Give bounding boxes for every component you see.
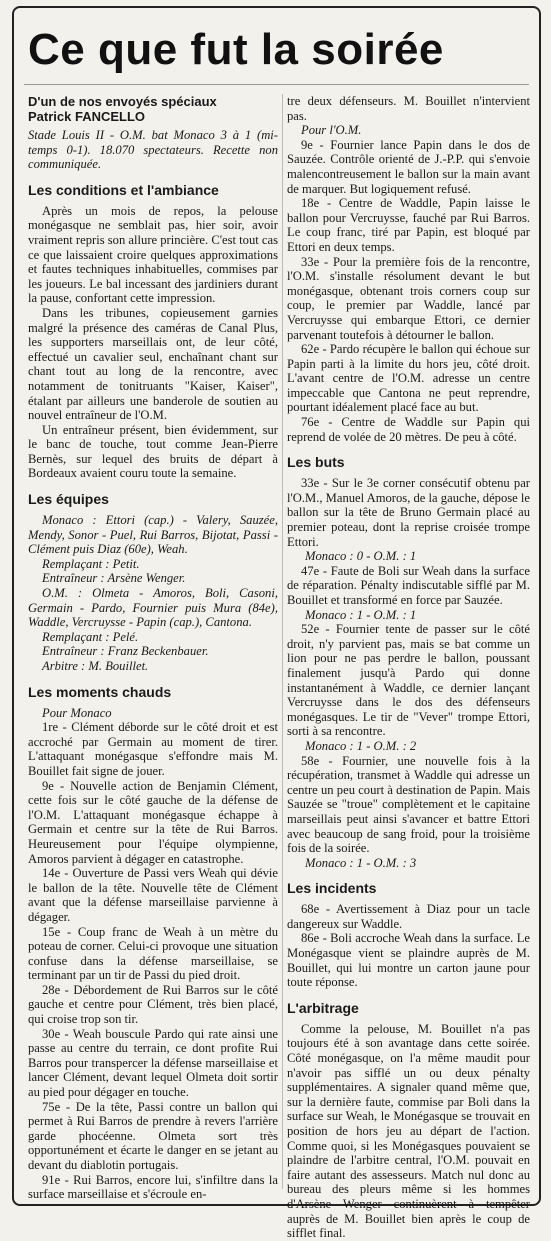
moment-continuation: tre deux défenseurs. M. Bouillet n'intervient pas. (287, 94, 530, 123)
incident-item: 86e - Boli accroche Weah dans la surface. Le Monégasque vient se plaindre auprès de M. Bouillet, qui lui montre un carton jaune pour toute réponse. (287, 931, 530, 990)
incident-item: 68e - Avertissement à Diaz pour un tacle dangereux sur Waddle. (287, 902, 530, 931)
moment-item: 62e - Pardo récupère le ballon qui échoue sur Papin parti à la limite du hors jeu, côté droit. L'avant centre de l'O.M. adresse un centre impeccable que Cantona ne peut reprendre, pourtant idéalement placé face au but. (287, 342, 530, 415)
score-line: Monaco : 0 - O.M. : 1 (305, 549, 417, 564)
lineup-monaco-coach: Entraîneur : Arsène Wenger. (42, 571, 186, 586)
section-heading-ambiance: Les conditions et l'ambiance (28, 181, 219, 198)
ambiance-paragraph-3: Un entraîneur présent, bien évidemment, sur le banc de touche, tout comme Jean-Pierre Bernès, sur lequel des bruits de départ à Bordeaux avaient couru toute la semaine. (28, 422, 278, 481)
section-heading-moments: Les moments chauds (28, 683, 172, 700)
moment-item: 76e - Centre de Waddle sur Papin qui reprend de volée de 20 mètres. De peu à côté. (287, 415, 530, 444)
goal-description: 58e - Fournier, une nouvelle fois à la récupération, transmet à Waddle qui adresse un centre un peu court à destination de Papin. Mais Sauzée se "troue" complètement et le capitaine marseillais peut ainsi s'avancer et battre Ettori avec beaucoup de sang froid, pour la troisième fois de la soirée. (287, 753, 530, 856)
lineup-monaco-substitute: Remplaçant : Petit. (42, 556, 140, 571)
lead-paragraph: Stade Louis II - O.M. bat Monaco 3 à 1 (mi-temps 0-1). 18.070 spectateurs. Recette non communiquée. (28, 128, 278, 172)
arbitrage-paragraph: Comme la pelouse, M. Bouillet n'a pas toujours été à son avantage dans cette soirée. Côté monégasque, on l'a même maudit pour n'avoir pas sifflé un ou deux pénalty supplémentaires. A signaler quand même que, sur la dernière faute, commise par Boli dans la surface sur Weah, le Monégasque se trouvait en position de hors jeu au départ de l'action. Comme quoi, si les Monégasques pouvaient se plaindre de l'arbitre central, l'O.M. pouvait en faire autant des assesseurs. Match nul donc au bureau des pleurs même si les hommes d'Arsène Wenger continuèrent à tempêter auprès de M. Bouillet bien après le coup de sifflet final. (287, 1021, 530, 1241)
moment-item: 18e - Centre de Waddle, Papin laisse le ballon pour Vercruysse, fauché par Rui Barros. Le coup franc, tiré par Papin, est bloqué par Ettori en deux temps. (287, 196, 530, 254)
goal-description: 33e - Sur le 3e corner consécutif obtenu par l'O.M., Manuel Amoros, de la gauche, dépose le ballon sur la tête de Bruno Germain placé au premier poteau, dont la reprise croisée trompe Ettori. (287, 476, 530, 549)
score-line: Monaco : 1 - O.M. : 2 (305, 738, 417, 753)
left-column (28, 94, 278, 1202)
section-heading-equipes: Les équipes (28, 491, 109, 508)
moment-item: 75e - De la tête, Passi contre un ballon qui permet à Rui Barros de prendre à revers l'arrière garde phocéenne. Olmeta sort très opportunément et écarte le danger en se jetant au devant du diablotin portugais. (28, 1099, 278, 1172)
subheading-pour-om: Pour l'O.M. (301, 123, 362, 138)
right-column (287, 94, 530, 1241)
article-title: Ce que fut la soirée (28, 25, 444, 74)
ambiance-paragraph-2: Dans les tribunes, copieusement garnies malgré la présence des caméras de Canal Plus, les supporters marseillais ont, de leur côté, effectué un cavalier seul, enchaînant chant sur chant tout au long de la rencontre, avec notamment de tonitruants "Kaiser, Kaiser", étalant par ailleurs une banderole de soutien au nouvel entraîneur de l'O.M. (28, 305, 278, 423)
lineup-om-substitute: Remplaçant : Pelé. (42, 629, 139, 644)
moment-item: 28e - Débordement de Rui Barros sur le côté gauche et centre pour Clément, très bien placé, qui croise trop son tir. (28, 982, 278, 1027)
lineup-om: O.M. : Olmeta - Amoros, Boli, Casoni, Germain - Pardo, Fournier puis Mura (84e), Waddle, Vercruysse - Papin (cap.), Cantona. (28, 586, 278, 630)
moment-item: 14e - Ouverture de Passi vers Weah qui dévie le ballon de la tête. Nouvelle tête de Clément avant que la défense marseillaise parvienne à dégager. (28, 866, 278, 924)
column-separator (282, 94, 283, 1189)
lineup-monaco: Monaco : Ettori (cap.) - Valery, Sauzée, Mendy, Sonor - Puel, Rui Barros, Bijotat, Passi - Clément puis Diaz (60e), Weah. (28, 513, 278, 557)
section-heading-arbitrage: L'arbitrage (287, 999, 359, 1016)
goal-description: 47e - Faute de Boli sur Weah dans la surface de réparation. Pénalty indiscutable sifflé par M. Bouillet et transformé en force par Sauzée. (287, 563, 530, 607)
section-heading-buts: Les buts (287, 454, 345, 471)
score-line: Monaco : 1 - O.M. : 3 (305, 855, 417, 870)
subheading-pour-monaco: Pour Monaco (42, 705, 112, 720)
moment-item: 9e - Nouvelle action de Benjamin Clément, cette fois sur le côté gauche de la défense de l'O.M. L'attaquant monégasque échappe à Germain et centre sur la tête de Rui Barros. Heureusement pour l'équipe olympienne, Amoros parvient à dégager en catastrophe. (28, 778, 278, 866)
section-heading-incidents: Les incidents (287, 880, 377, 897)
moment-item: 30e - Weah bouscule Pardo qui rate ainsi une passe au centre du terrain, ce dont profite Rui Barros pour transpercer la défense marseillaise et lancer Clément, devant lequel Olmeta doit sortir au pied pour dégager en touche. (28, 1026, 278, 1100)
moment-item: 9e - Fournier lance Papin dans le dos de Sauzée. Contrôle orienté de J.-P.P. qui s'envoie malencontreusement le ballon sur la main avant de marquer. But logiquement refusé. (287, 137, 530, 196)
byline-line-1: D'un de nos envoyés spéciaux (28, 94, 217, 109)
lineup-om-coach: Entraîneur : Franz Beckenbauer. (42, 644, 209, 659)
byline (28, 94, 278, 124)
lineup-referee: Arbitre : M. Bouillet. (42, 659, 149, 673)
moment-item: 15e - Coup franc de Weah à un mètre du poteau de corner. Celui-ci provoque une situation confuse dans la défense marseillaise, se terminant par un tir de Passi du pied droit. (28, 924, 278, 983)
ambiance-paragraph-1: Après un mois de repos, la pelouse monégasque ne semblait pas, hier soir, avoir vraiment repris son allure princière. C'est tout cas ce que laissaient croire quelques approximations et fautes techniques inhabituelles, commises par les joueurs. Le bal incessant des jardiniers durant la pause, confortant cette impression. (28, 203, 278, 306)
score-line: Monaco : 1 - O.M. : 1 (305, 607, 417, 622)
moment-item: 33e - Pour la première fois de la rencontre, l'O.M. s'installe résolument devant le but monégasque, obtenant trois corners coup sur coup, le premier par Waddle, lancé par Vercruysse qui embarque Ettori, ce dernier parvenant toutefois à détourner le ballon. (287, 254, 530, 342)
moment-item: 1re - Clément déborde sur le côté droit et est accroché par Germain au moment de tirer. L'attaquant monégasque s'effondre mais M. Bouillet fait signe de jouer. (28, 720, 278, 778)
moment-item: 91e - Rui Barros, encore lui, s'infiltre dans la surface marseillaise et s'écroule en- (28, 1172, 278, 1202)
goal-description: 52e - Fournier tente de passer sur le côté droit, n'y parvient pas, mais se bat comme un lion pour ne pas perdre le ballon, poussant finalement jusqu'à Pardo qui donne instantanément à Waddle, ce dernier lançant Vercruysse dans le dos des défenseurs monégasques. Le tir de "Vever" trompe Ettori, sorti à sa rencontre. (287, 622, 530, 739)
title-rule (24, 84, 529, 85)
byline-author: Patrick FANCELLO (28, 109, 146, 124)
